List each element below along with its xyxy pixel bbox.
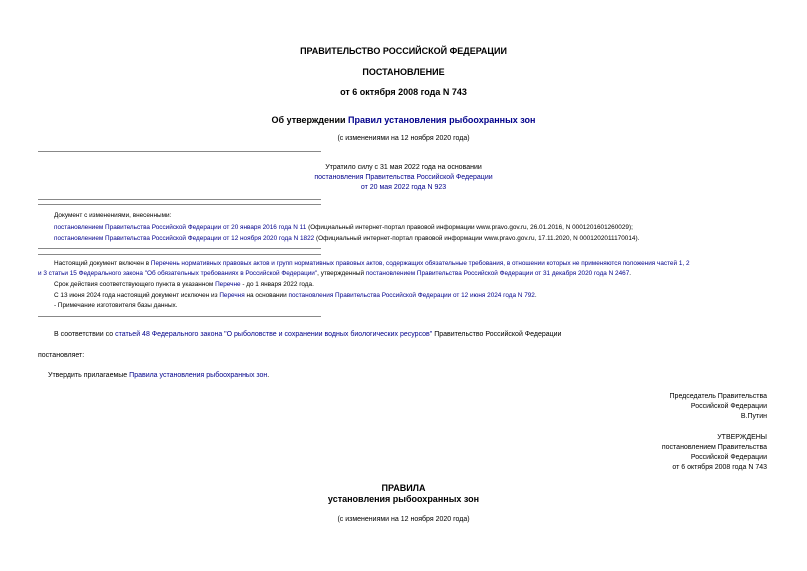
body-paragraph	[54, 331, 561, 338]
note-paragraph	[54, 260, 690, 267]
body-text: .	[267, 372, 270, 379]
approved-country: Российской Федерации	[690, 454, 767, 461]
change-item	[54, 235, 639, 242]
title-rules-link[interactable]: Правил установления рыбоохранных зон	[348, 115, 536, 125]
exclusion-decree-link[interactable]: постановления Правительства Российской Федерации от 12 июня 2024 года N 792	[288, 292, 535, 299]
signature-name: В.Путин	[740, 413, 767, 420]
note-text: , утвержденный	[317, 270, 366, 277]
rules-amended-note: (с изменениями на 12 ноября 2020 года)	[337, 516, 470, 523]
body-text: Утвердить прилагаемые	[48, 372, 130, 379]
note-text: Срок действия соответствующего пункта в указанном	[54, 281, 216, 288]
divider	[38, 316, 321, 317]
note-text: С 13 июня 2024 года настоящий документ исключен из	[54, 292, 220, 299]
approved-by: постановлением Правительства	[661, 444, 767, 451]
government-heading: ПРАВИТЕЛЬСТВО РОССИЙСКОЙ ФЕДЕРАЦИИ	[300, 46, 507, 56]
divider	[38, 204, 321, 205]
resolves-text: постановляет:	[38, 352, 85, 359]
signature-country: Российской Федерации	[690, 403, 767, 410]
note-term	[54, 281, 314, 288]
note-text: - до 1 января 2022 года.	[240, 281, 314, 288]
list-short-link[interactable]: Перечня	[219, 292, 245, 299]
note-text: на основании	[244, 292, 289, 299]
change-decree-link[interactable]: постановлением Правительства Российской Федерации от 20 января 2016 года N 11	[54, 224, 307, 231]
note-excluded	[54, 292, 537, 299]
note-text: Настоящий документ включен в	[54, 260, 151, 267]
signature-position: Председатель Правительства	[669, 393, 767, 400]
approved-date: от 6 октября 2008 года N 743	[672, 464, 767, 471]
rules-title: ПРАВИЛА	[381, 483, 426, 493]
title-prefix: Об утверждении	[271, 115, 346, 125]
federal-law-link[interactable]: и 3 статьи 15 Федерального закона "Об обязательных требованиях в Российской Федерации"	[38, 270, 318, 277]
change-source: (Официальный интернет-портал правовой информации www.pravo.gov.ru, 26.01.2016, N 0001201601260029);	[306, 224, 633, 231]
change-source: (Официальный интернет-портал правовой информации www.pravo.gov.ru, 17.11.2020, N 0001202011170014).	[314, 235, 640, 242]
document-type: ПОСТАНОВЛЕНИЕ	[362, 67, 445, 77]
document-date-number: от 6 октября 2008 года N 743	[340, 87, 467, 97]
divider	[38, 151, 321, 152]
expired-decree-date-link[interactable]: от 20 мая 2022 года N 923	[360, 184, 447, 191]
list-link[interactable]: Перечень нормативных правовых актов и групп нормативных правовых актов, содержащих обязательные требования, в отношении которых не применяются положения частей 1, 2	[150, 260, 690, 267]
note-producer: - Примечание изготовителя базы данных.	[54, 302, 178, 309]
list-short-link[interactable]: Перечне	[215, 281, 241, 288]
note-text: .	[629, 270, 632, 277]
amended-note: (с изменениями на 12 ноября 2020 года)	[337, 135, 470, 142]
body-paragraph	[48, 372, 269, 379]
note-text: .	[534, 292, 537, 299]
divider	[38, 248, 321, 249]
divider	[38, 199, 321, 200]
change-item	[54, 224, 633, 231]
divider	[38, 254, 321, 255]
changes-intro: Документ с изменениями, внесенными:	[54, 212, 172, 219]
body-text: В соответствии со	[54, 331, 116, 338]
rules-link[interactable]: Правила установления рыбоохранных зон	[129, 372, 268, 379]
change-decree-link[interactable]: постановлением Правительства Российской Федерации от 12 ноября 2020 года N 1822	[54, 235, 315, 242]
approved-heading: УТВЕРЖДЕНЫ	[717, 434, 767, 441]
approving-decree-link[interactable]: постановлением Правительства Российской Федерации от 31 декабря 2020 года N 2467	[365, 270, 630, 277]
fishing-law-link[interactable]: статьей 48 Федерального закона "О рыболовстве и сохранении водных биологических ресурсов"	[115, 331, 433, 338]
document-title	[0, 115, 807, 125]
body-text: Правительство Российской Федерации	[432, 331, 562, 338]
rules-subtitle: установления рыбоохранных зон	[327, 494, 480, 504]
expired-line: Утратило силу с 31 мая 2022 года на основании	[325, 164, 482, 171]
note-paragraph-cont	[38, 270, 631, 277]
expired-decree-link[interactable]: постановления Правительства Российской Федерации	[314, 174, 493, 181]
